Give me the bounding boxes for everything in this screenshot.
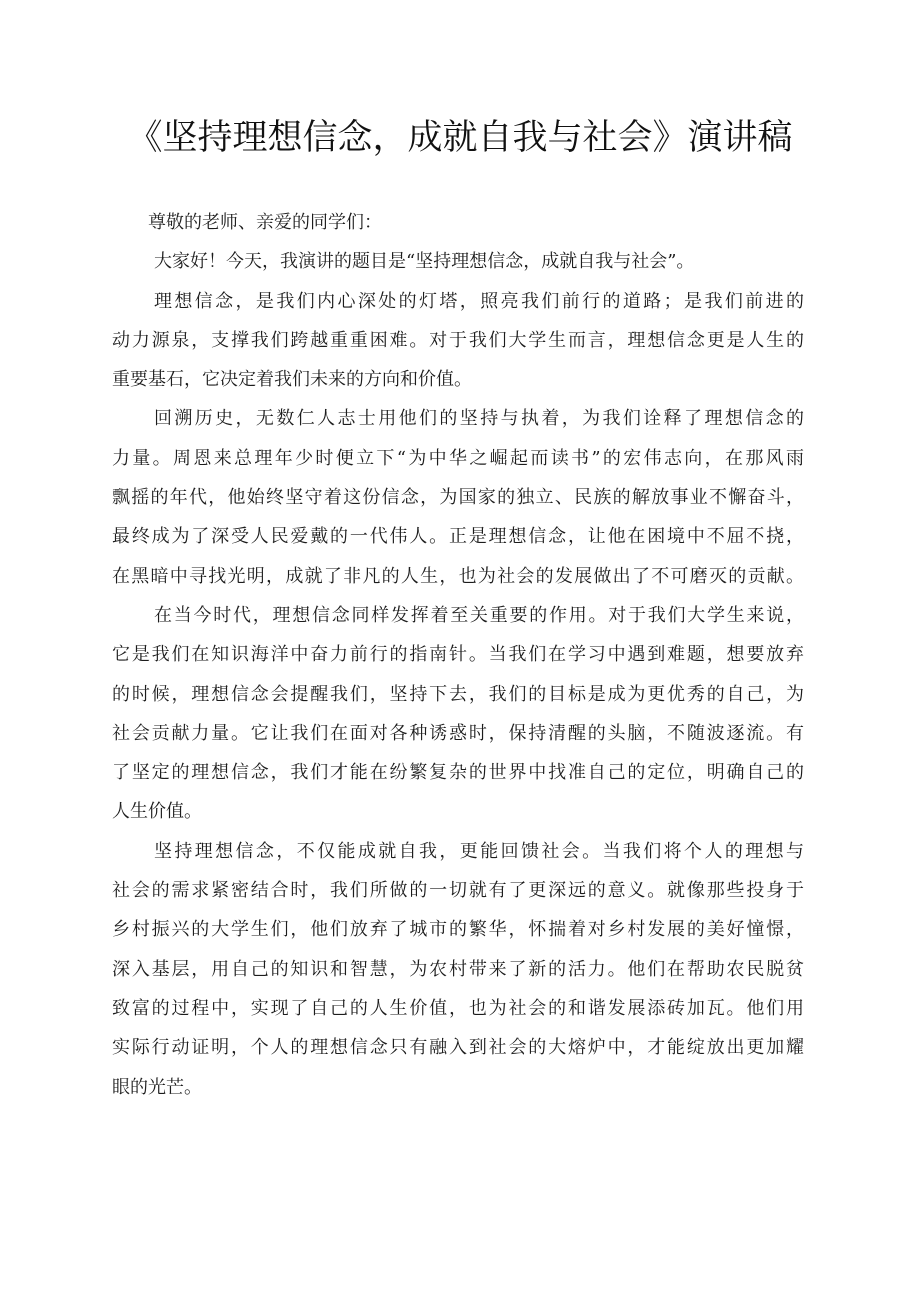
paragraph-5-line: 眼的光芒。 (112, 1076, 202, 1098)
paragraph-2-line: 动力源泉，支撑我们跨越重重困难。对于我们大学生而言，理想信念更是人生的 (112, 329, 804, 351)
paragraph-4-line: 了坚定的理想信念，我们才能在纷繁复杂的世界中找准自己的定位，明确自己的 (112, 762, 804, 784)
paragraph-3-line: 最终成为了深受人民爱戴的一代伟人。正是理想信念，让他在困境中不屈不挠， (112, 526, 804, 548)
paragraph-5-line: 社会的需求紧密结合时，我们所做的一切就有了更深远的意义。就像那些投身于 (112, 880, 804, 902)
paragraph-4-line: 社会贡献力量。它让我们在面对各种诱惑时，保持清醒的头脑，不随波逐流。有 (112, 722, 804, 744)
paragraph-5-line: 乡村振兴的大学生们，他们放弃了城市的繁华，怀揣着对乡村发展的美好憧憬， (112, 919, 804, 941)
paragraph-5-line: 深入基层，用自己的知识和智慧，为农村带来了新的活力。他们在帮助农民脱贫 (112, 958, 804, 980)
paragraph-3-line: 力量。周恩来总理年少时便立下“为中华之崛起而读书”的宏伟志向，在那风雨 (112, 447, 804, 469)
paragraph-1-line: 大家好！今天，我演讲的题目是“坚持理想信念，成就自我与社会”。 (154, 251, 695, 273)
greeting-line: 尊敬的老师、亲爱的同学们： (148, 212, 382, 233)
document-title: 《坚持理想信念，成就自我与社会》演讲稿 (127, 118, 793, 158)
paragraph-2-line: 重要基石，它决定着我们未来的方向和价值。 (112, 369, 472, 391)
paragraph-5-line: 坚持理想信念，不仅能成就自我，更能回馈社会。当我们将个人的理想与 (154, 840, 804, 862)
paragraph-3-line: 在黑暗中寻找光明，成就了非凡的人生，也为社会的发展做出了不可磨灭的贡献。 (112, 565, 804, 587)
paragraph-4-line: 它是我们在知识海洋中奋力前行的指南针。当我们在学习中遇到难题，想要放弃 (112, 644, 804, 666)
paragraph-5-line: 实际行动证明，个人的理想信念只有融入到社会的大熔炉中，才能绽放出更加耀 (112, 1037, 804, 1059)
paragraph-5-line: 致富的过程中，实现了自己的人生价值，也为社会的和谐发展添砖加瓦。他们用 (112, 997, 804, 1019)
paragraph-4-line: 在当今时代，理想信念同样发挥着至关重要的作用。对于我们大学生来说， (154, 604, 804, 626)
document-body (112, 203, 804, 1107)
paragraph-4-line: 人生价值。 (112, 801, 202, 823)
paragraph-2-line: 理想信念，是我们内心深处的灯塔，照亮我们前行的道路；是我们前进的 (154, 290, 804, 312)
paragraph-3-line: 回溯历史，无数仁人志士用他们的坚持与执着，为我们诠释了理想信念的 (154, 408, 804, 430)
paragraph-3-line: 飘摇的年代，他始终坚守着这份信念，为国家的独立、民族的解放事业不懈奋斗， (112, 487, 804, 509)
paragraph-4-line: 的时候，理想信念会提醒我们，坚持下去，我们的目标是成为更优秀的自己，为 (112, 683, 804, 705)
